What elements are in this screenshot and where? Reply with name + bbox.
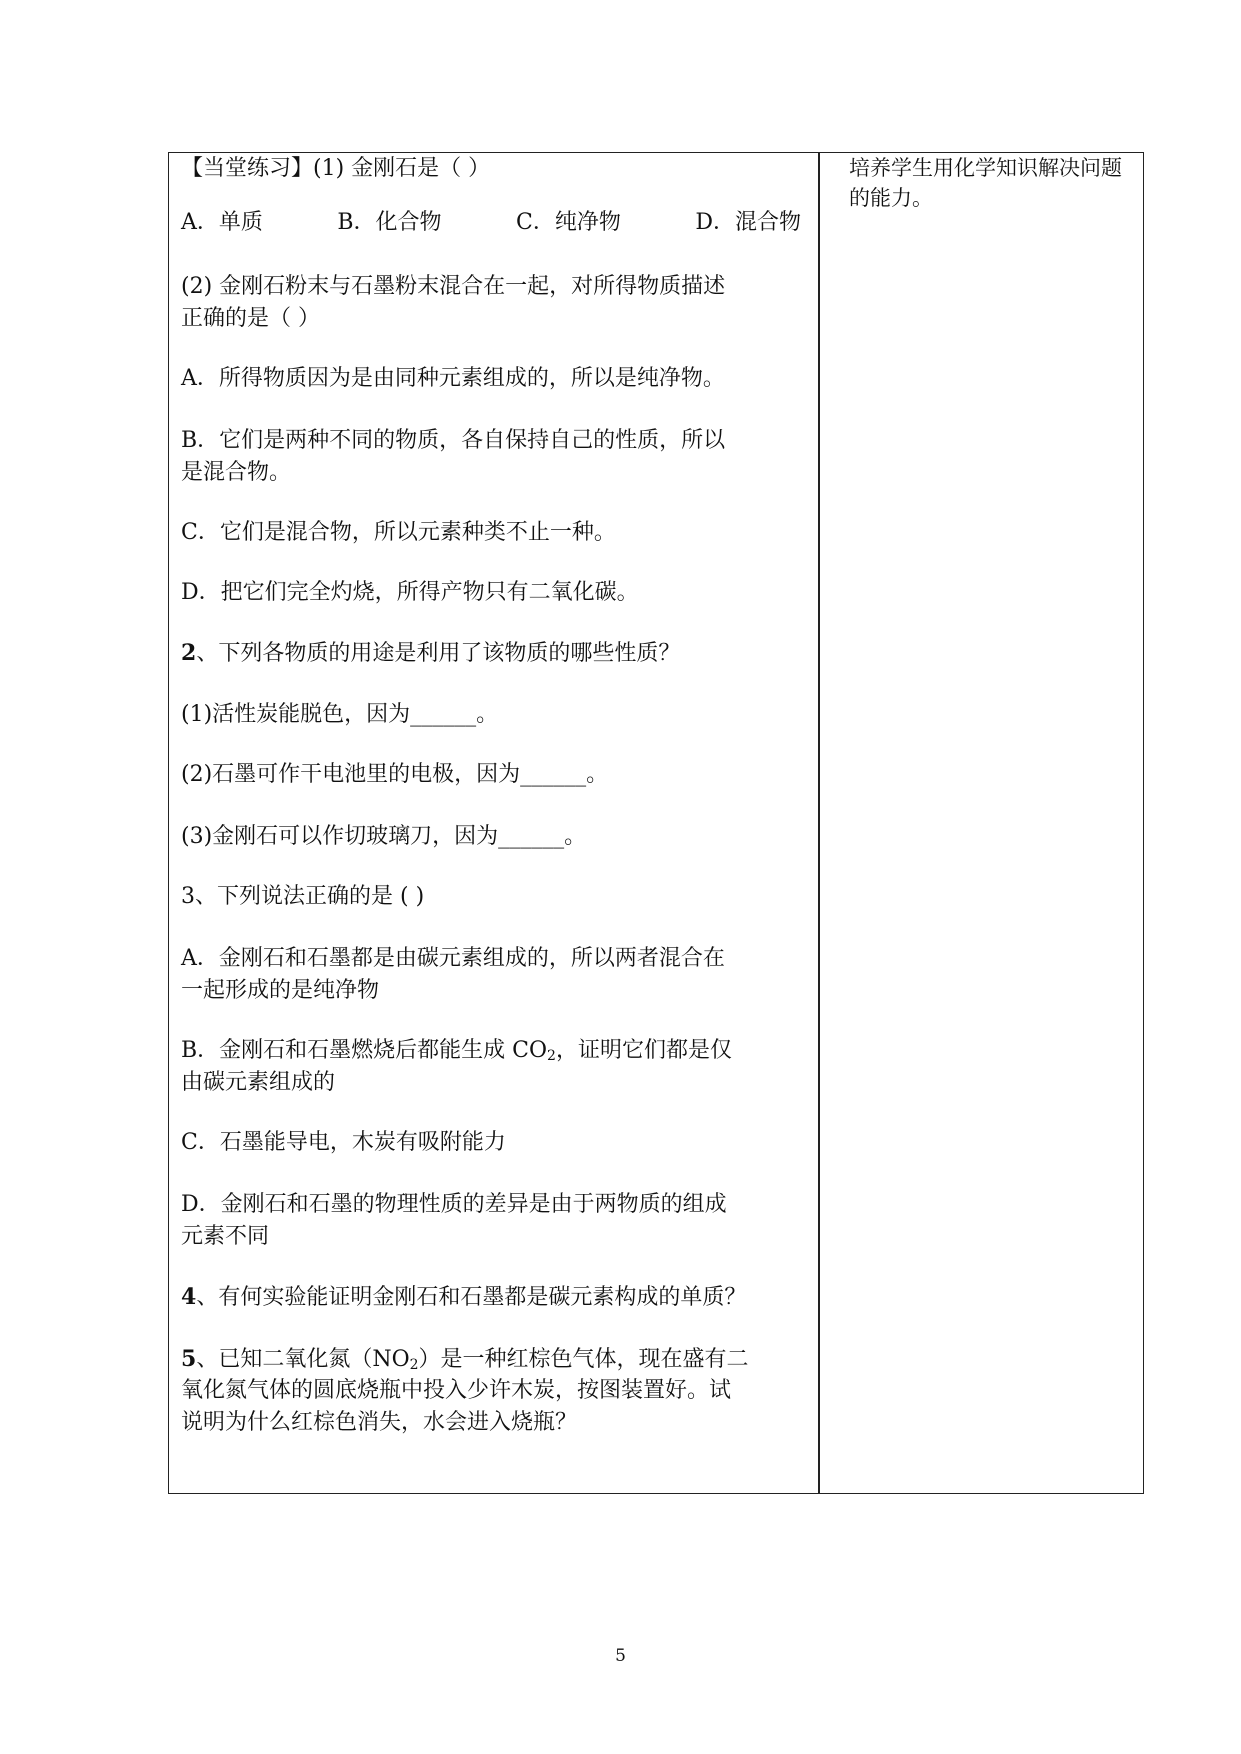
q4-option-c: C．石墨能导电，木炭有吸附能力 xyxy=(181,1130,506,1155)
goal-line1: 培养学生用化学知识解决问题 xyxy=(849,156,1122,180)
q6-subscript: 2 xyxy=(409,1357,419,1373)
q6-post: ）是一种红棕色气体，现在盛有二 xyxy=(418,1347,749,1372)
q3-text: 、下列各物质的用途是利用了该物质的哪些性质？ xyxy=(196,641,681,666)
q4-option-b-subscript: 2 xyxy=(547,1048,556,1064)
q6-pre: 、已知二氧化氮（NO xyxy=(196,1347,410,1372)
q1-option-b: B．化合物 xyxy=(337,210,442,235)
q6-number: 5 xyxy=(181,1346,197,1372)
q2-option-b-line2: 是混合物。 xyxy=(181,460,292,485)
q4-option-b-line2: 由碳元素组成的 xyxy=(181,1070,336,1095)
q2-option-a: A．所得物质因为是由同种元素组成的，所以是纯净物。 xyxy=(181,366,725,391)
q2-option-b-line1: B．它们是两种不同的物质，各自保持自己的性质，所以 xyxy=(181,428,726,453)
q2-line2: 正确的是（ ） xyxy=(181,306,320,331)
q6-line1 xyxy=(181,1343,749,1376)
page-number: 5 xyxy=(615,1646,626,1666)
q2-option-c: C．它们是混合物，所以元素种类不止一种。 xyxy=(181,520,616,545)
q4-option-b-line1 xyxy=(181,1035,732,1067)
q2-option-d: D．把它们完全灼烧，所得产物只有二氧化碳。 xyxy=(181,580,639,605)
q1-title: 【当堂练习】(1) 金刚石是（ ） xyxy=(181,156,491,181)
q4-option-a-line2: 一起形成的是纯净物 xyxy=(181,978,380,1003)
column-divider xyxy=(818,153,820,1493)
q5-title xyxy=(181,1281,746,1314)
q3-item-1: (1)活性炭能脱色，因为______。 xyxy=(181,702,499,727)
q4-option-d-line2: 元素不同 xyxy=(181,1224,270,1249)
q1-option-a: A．单质 xyxy=(181,210,263,235)
q1-options xyxy=(181,207,801,239)
q1-option-d: D．混合物 xyxy=(695,210,801,235)
q6-line3: 说明为什么红棕色消失，水会进入烧瓶？ xyxy=(181,1410,578,1435)
q4-option-b-post: ，证明它们都是仅 xyxy=(555,1038,732,1063)
q3-number: 2 xyxy=(181,640,197,666)
q4-option-a-line1: A．金刚石和石墨都是由碳元素组成的，所以两者混合在 xyxy=(181,946,725,971)
q3-title xyxy=(181,637,680,670)
q4-option-d-line1: D．金刚石和石墨的物理性质的差异是由于两物质的组成 xyxy=(181,1192,727,1217)
q5-number: 4 xyxy=(181,1284,197,1310)
q2-line1: (2) 金刚石粉末与石墨粉末混合在一起，对所得物质描述 xyxy=(181,274,726,299)
exercise-cell xyxy=(181,153,801,1493)
goal-line2: 的能力。 xyxy=(849,186,933,210)
q6-line2: 氧化氮气体的圆底烧瓶中投入少许木炭，按图装置好。试 xyxy=(181,1378,732,1403)
q5-text: 、有何实验能证明金刚石和石墨都是碳元素构成的单质？ xyxy=(196,1285,747,1310)
q1-option-c: C．纯净物 xyxy=(516,210,621,235)
q3-item-2: (2)石墨可作干电池里的电极，因为______。 xyxy=(181,762,609,787)
exercise-table xyxy=(168,152,1144,1494)
q3-item-3: (3)金刚石可以作切玻璃刀，因为______。 xyxy=(181,824,587,849)
goal-cell xyxy=(849,153,1134,1493)
q4-title: 3、下列说法正确的是 ( ) xyxy=(181,884,425,909)
q4-option-b-pre: B．金刚石和石墨燃烧后都能生成 CO xyxy=(181,1038,548,1063)
